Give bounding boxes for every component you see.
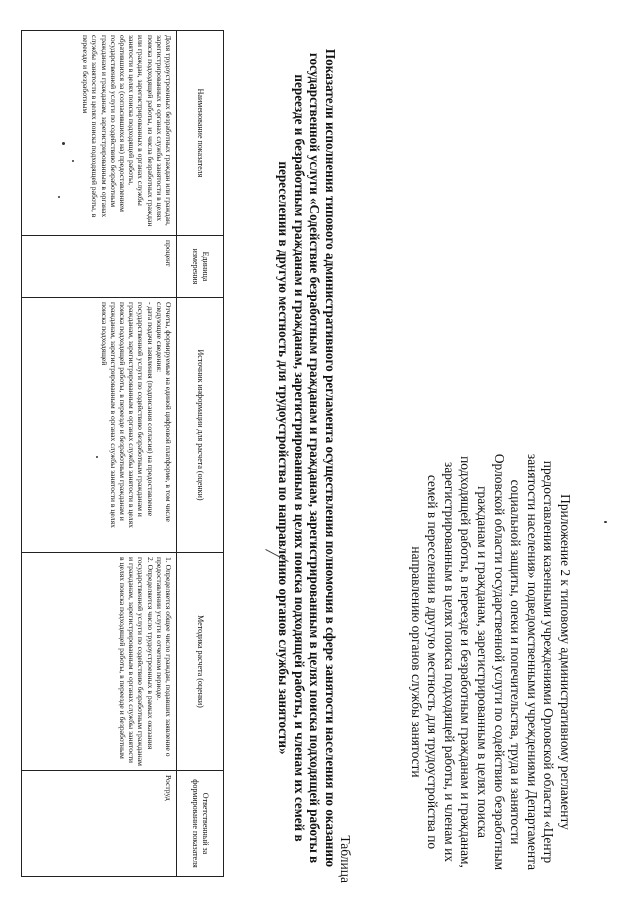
appendix-header: Приложение 2 к типовому административному регламенту предоставления казенными учреждениями Орловской области «Центр занятости населения» подведомственными учреждениями Департамента социальной защиты, опеки и попечительства, труда и занятости Орловской области государственной услуги по содействию безработным гражданам и гражданам, зарегистрированным в целях поиска подходящей работы, в переезде и безработным гражданам и гражданам, зарегистрированным в целях поиска подходящей работы, и членам их семей в переселении в другую местность для трудоустройства по направлению органов службы занятости: [408, 453, 573, 871]
header-method: Методика расчета (оценки): [177, 553, 224, 771]
cell-responsible: Роструд: [22, 771, 177, 877]
table-row: [22, 31, 177, 877]
scan-speck: [72, 160, 74, 162]
cell-unit: процент: [22, 236, 177, 298]
indicators-table: [21, 30, 224, 877]
cell-indicator-name: Доля трудоустроенных безработных граждан или граждан, зарегистрированных в органах службы занятости в целях поиска подходящей работы, из числа безработных граждан или граждан, зарегистрированных в органах службы занятости в целях поиска подходящей работы, обратившихся за (согласившихся на) предоставлением государственной услуги по содействию безработным гражданам и гражданам, зарегистрированным в органах службы занятости в целях поиска подходящей работы, в переезде и безработным: [22, 31, 177, 236]
header-unit: Единица измерения: [177, 236, 224, 298]
header-indicator-name: Наименование показателя: [177, 31, 224, 236]
cell-method: 1. Определяется общее число граждан, подавших заявление о предоставлении услуги в отчетном периоде. 2. Определяется число трудоустроенных в рамках оказания государственной услуги по содействию безработным гражданам и гражданам, зарегистрированным в органах службы занятости в целях поиска подходящей работы, в переезде и безработным: [22, 553, 177, 771]
scan-speck: [604, 521, 607, 523]
header-source: Источник информации для расчета (оценки): [177, 298, 224, 553]
document-title: Показатели исполнения типового административного регламента осуществления полномочия в сфере занятости населения по оказанию государственной услуги «Содействие безработным гражданам и гражданам, зарегистрированным в целях поиска подходящей работы в переезде и безработным гражданам и гражданам, зарегистрированным в целях поиска подходящей работы, и членам их семей в переселении в другую местность для трудоустройства по направлению органов службы занятости»: [276, 48, 338, 868]
scan-speck: [96, 456, 98, 458]
table-header-row: [177, 31, 224, 877]
table-tag: Таблица: [338, 835, 353, 883]
scan-speck: [58, 196, 60, 198]
scan-speck: [62, 142, 65, 145]
cell-source: Отчеты, формируемые на единой цифровой платформе, в том числе следующие сведения: - дата подачи заявления (подписания согласия) на предоставление государственной услуги по содействию безработным гражданам и гражданам, зарегистрированным в органах службы занятости в целях поиска подходящей работы, в переезде и безработным гражданам и гражданам, зарегистрированным в органах службы занятости в целях поиска подходящей: [22, 298, 177, 553]
header-responsible: Ответственный за формирование показателя: [177, 771, 224, 877]
